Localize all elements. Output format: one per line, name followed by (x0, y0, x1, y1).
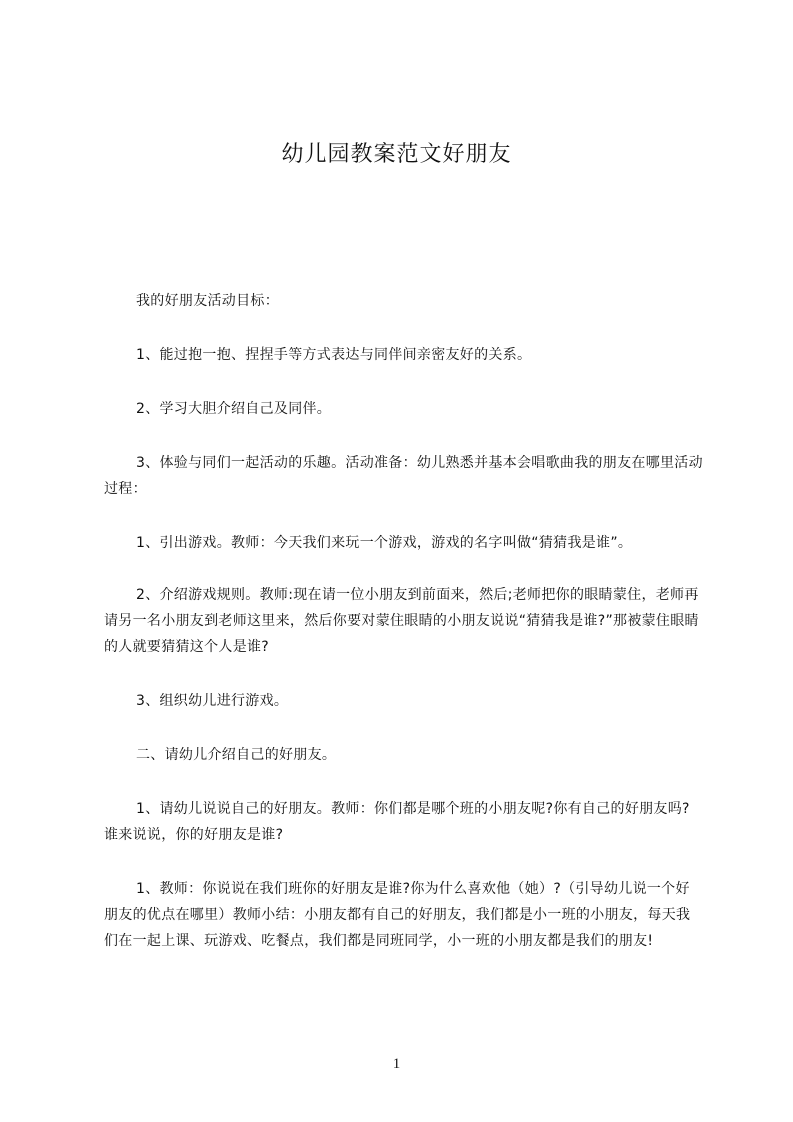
page-number: 1 (392, 1056, 401, 1072)
paragraph-section-2: 二、请幼儿介绍自己的好朋友。 (136, 747, 337, 763)
paragraph-teacher-summary: 1、教师：你说说在我们班你的好朋友是谁?你为什么喜欢他（她）?（引导幼儿说一个好朋友的优点在哪里）教师小结：小朋友都有自己的好朋友，我们都是小一班的小朋友，每天我们在一起上课、玩游戏、吃餐点，我们都是同班同学，小一班的小朋友都是我们的朋友! (104, 881, 691, 949)
paragraph-step-3: 3、组织幼儿进行游戏。 (136, 693, 289, 709)
paragraph-section-2-step-1: 1、请幼儿说说自己的好朋友。教师：你们都是哪个班的小朋友呢?你有自己的好朋友吗?谁来说说，你的好朋友是谁? (104, 801, 690, 843)
paragraph-step-2: 2、介绍游戏规则。教师:现在请一位小朋友到前面来，然后;老师把你的眼睛蒙住，老师再请另一名小朋友到老师这里来，然后你要对蒙住眼睛的小朋友说说“猜猜我是谁?”那被蒙住眼睛的人就要猜猜这个人是谁? (104, 587, 699, 655)
paragraph-goal-3: 3、体验与同们一起活动的乐趣。活动准备：幼儿熟悉并基本会唱歌曲我的朋友在哪里活动过程： (104, 455, 703, 497)
paragraph-goal-heading: 我的好朋友活动目标： (136, 293, 279, 309)
paragraph-goal-1: 1、能过抱一抱、捏捏手等方式表达与同伴间亲密友好的关系。 (136, 347, 532, 363)
paragraph-goal-2: 2、学习大胆介绍自己及同伴。 (136, 401, 332, 417)
paragraph-step-1: 1、引出游戏。教师：今天我们来玩一个游戏，游戏的名字叫做“猜猜我是谁”。 (136, 535, 633, 551)
document-title: 幼儿园教案范文好朋友 (281, 142, 512, 167)
